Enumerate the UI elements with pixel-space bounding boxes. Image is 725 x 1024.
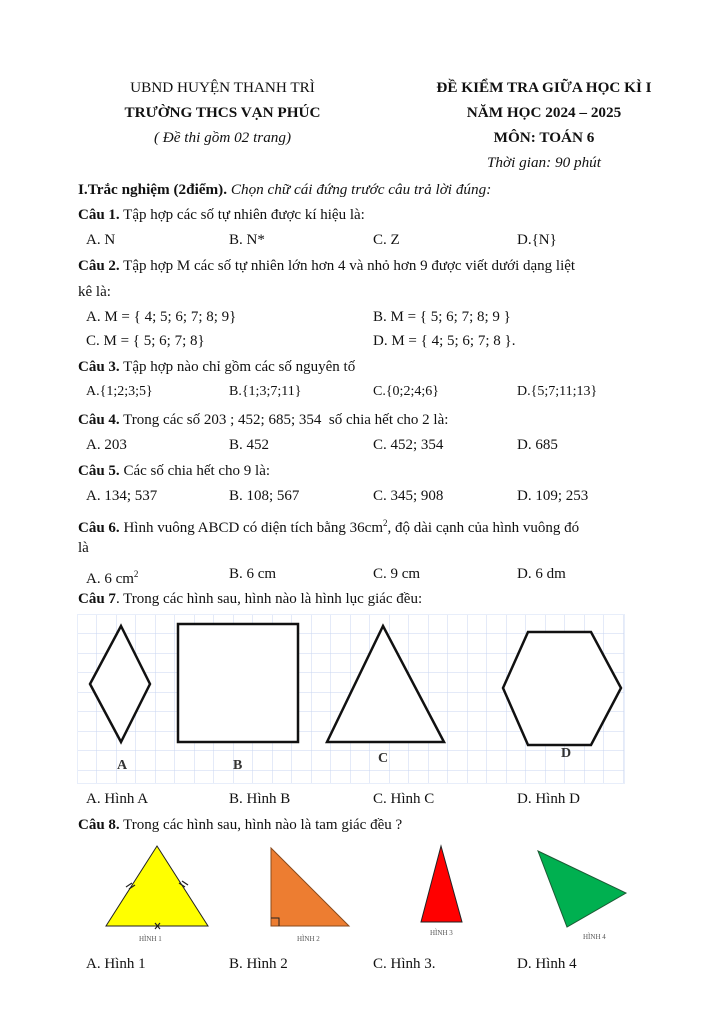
q5-option-b[interactable]: B. 108; 567 bbox=[229, 488, 300, 504]
figure-label-c: C bbox=[378, 751, 389, 766]
section-title: I.Trắc nghiệm (2điểm). bbox=[78, 181, 228, 198]
q3-option-c[interactable]: C.{0;2;4;6} bbox=[373, 384, 439, 399]
school-name: TRƯỜNG THCS VẠN PHÚC bbox=[124, 104, 321, 121]
question-8 bbox=[78, 815, 402, 835]
question-2-continued: kê là: bbox=[78, 284, 111, 300]
section-instruction: Chọn chữ cái đứng trước câu trả lời đúng: bbox=[230, 181, 492, 198]
q5-option-d[interactable]: D. 109; 253 bbox=[517, 488, 589, 504]
q4-option-b[interactable]: B. 452 bbox=[229, 437, 270, 453]
triangle-label-4: HÌNH 4 bbox=[583, 933, 606, 941]
q3-option-a[interactable]: A.{1;2;3;5} bbox=[86, 384, 153, 399]
subject: MÔN: TOÁN 6 bbox=[493, 129, 595, 146]
q1-option-a[interactable]: A. N bbox=[86, 232, 116, 248]
question-label: Câu 5. bbox=[78, 463, 120, 479]
q7-option-b[interactable]: B. Hình B bbox=[229, 791, 291, 807]
question-text: Các số chia hết cho 9 là: bbox=[123, 463, 271, 479]
question-text: Trong các hình sau, hình nào là tam giác đều ? bbox=[123, 817, 403, 833]
question-7 bbox=[78, 589, 422, 609]
question-6 bbox=[78, 513, 579, 538]
triangle-3-red bbox=[421, 846, 462, 922]
q4-option-c[interactable]: C. 452; 354 bbox=[373, 437, 444, 453]
triangle-2-orange bbox=[271, 848, 349, 926]
question-label: Câu 7 bbox=[78, 591, 116, 607]
triangles-figure bbox=[77, 840, 649, 950]
option-text: A. 6 cm bbox=[86, 571, 134, 587]
question-label: Câu 3. bbox=[78, 359, 120, 375]
shapes-figure bbox=[77, 614, 625, 784]
q1-option-b[interactable]: B. N* bbox=[229, 232, 265, 248]
question-label: Câu 8. bbox=[78, 817, 120, 833]
triangle-label-1: HÌNH 1 bbox=[139, 935, 162, 943]
q2-option-c[interactable]: C. M = { 5; 6; 7; 8} bbox=[86, 333, 205, 349]
triangle-label-2: HÌNH 2 bbox=[297, 935, 320, 943]
q2-option-a[interactable]: A. M = { 4; 5; 6; 7; 8; 9} bbox=[86, 309, 237, 325]
question-2 bbox=[78, 256, 575, 276]
question-text: Tập hợp nào chỉ gồm các số nguyên tố bbox=[123, 359, 356, 375]
shapes-svg bbox=[77, 614, 625, 784]
q1-option-d[interactable]: D.{N} bbox=[517, 232, 557, 248]
question-label: Câu 6. bbox=[78, 520, 120, 536]
q6-option-b[interactable]: B. 6 cm bbox=[229, 566, 277, 582]
q6-option-a[interactable] bbox=[86, 564, 138, 589]
question-3 bbox=[78, 357, 355, 377]
figure-label-b: B bbox=[233, 758, 243, 773]
question-text: Hình vuông ABCD có diện tích bằng 36cm bbox=[123, 520, 383, 536]
question-text: Trong các số 203 ; 452; 685; 354 số chia hết cho 2 là: bbox=[123, 412, 449, 428]
question-5 bbox=[78, 461, 270, 481]
q2-option-b[interactable]: B. M = { 5; 6; 7; 8; 9 } bbox=[373, 309, 511, 325]
triangle-4-green bbox=[538, 851, 626, 927]
school-year: NĂM HỌC 2024 – 2025 bbox=[466, 104, 622, 121]
question-label: Câu 1. bbox=[78, 207, 120, 223]
q4-option-d[interactable]: D. 685 bbox=[517, 437, 558, 453]
q7-option-c[interactable]: C. Hình C bbox=[373, 791, 435, 807]
q2-option-d[interactable]: D. M = { 4; 5; 6; 7; 8 }. bbox=[373, 333, 516, 349]
school-district: UBND HUYỆN THANH TRÌ bbox=[130, 79, 315, 96]
q8-option-b[interactable]: B. Hình 2 bbox=[229, 956, 288, 972]
q3-option-d[interactable]: D.{5;7;11;13} bbox=[517, 384, 598, 399]
question-label: Câu 4. bbox=[78, 412, 120, 428]
figure-label-d: D bbox=[561, 746, 572, 761]
q8-option-a[interactable]: A. Hình 1 bbox=[86, 956, 146, 972]
superscript: 2 bbox=[383, 518, 388, 528]
figure-label-a: A bbox=[117, 758, 128, 773]
q5-option-a[interactable]: A. 134; 537 bbox=[86, 488, 158, 504]
q8-option-c[interactable]: C. Hình 3. bbox=[373, 956, 436, 972]
q5-option-c[interactable]: C. 345; 908 bbox=[373, 488, 444, 504]
q6-option-d[interactable]: D. 6 dm bbox=[517, 566, 566, 582]
q7-option-d[interactable]: D. Hình D bbox=[517, 791, 580, 807]
question-text-cont: , độ dài cạnh của hình vuông đó bbox=[387, 520, 580, 536]
question-6-continued: là bbox=[78, 540, 89, 556]
q8-option-d[interactable]: D. Hình 4 bbox=[517, 956, 577, 972]
q1-option-c[interactable]: C. Z bbox=[373, 232, 400, 248]
question-text: Tập hợp các số tự nhiên được kí hiệu là: bbox=[123, 207, 365, 223]
section-heading bbox=[78, 180, 491, 200]
question-text: . Trong các hình sau, hình nào là hình lục giác đều: bbox=[115, 591, 423, 607]
question-label: Câu 2. bbox=[78, 258, 120, 274]
q6-option-c[interactable]: C. 9 cm bbox=[373, 566, 421, 582]
square-shape-b bbox=[178, 624, 298, 742]
q4-option-a[interactable]: A. 203 bbox=[86, 437, 127, 453]
superscript: 2 bbox=[133, 569, 139, 579]
triangle-label-3: HÌNH 3 bbox=[430, 929, 453, 937]
q3-option-b[interactable]: B.{1;3;7;11} bbox=[229, 384, 302, 399]
page-count-note: ( Đề thi gồm 02 trang) bbox=[153, 129, 292, 146]
triangle-1-yellow bbox=[106, 846, 208, 926]
question-1 bbox=[78, 205, 365, 225]
triangles-svg bbox=[77, 840, 649, 950]
duration: Thời gian: 90 phút bbox=[486, 154, 601, 171]
question-text: Tập hợp M các số tự nhiên lớn hơn 4 và nhỏ hơn 9 được viết dưới dạng liệt bbox=[123, 258, 576, 274]
question-4 bbox=[78, 410, 448, 430]
q7-option-a[interactable]: A. Hình A bbox=[86, 791, 149, 807]
exam-title: ĐỀ KIỂM TRA GIỮA HỌC KÌ I bbox=[436, 79, 652, 96]
